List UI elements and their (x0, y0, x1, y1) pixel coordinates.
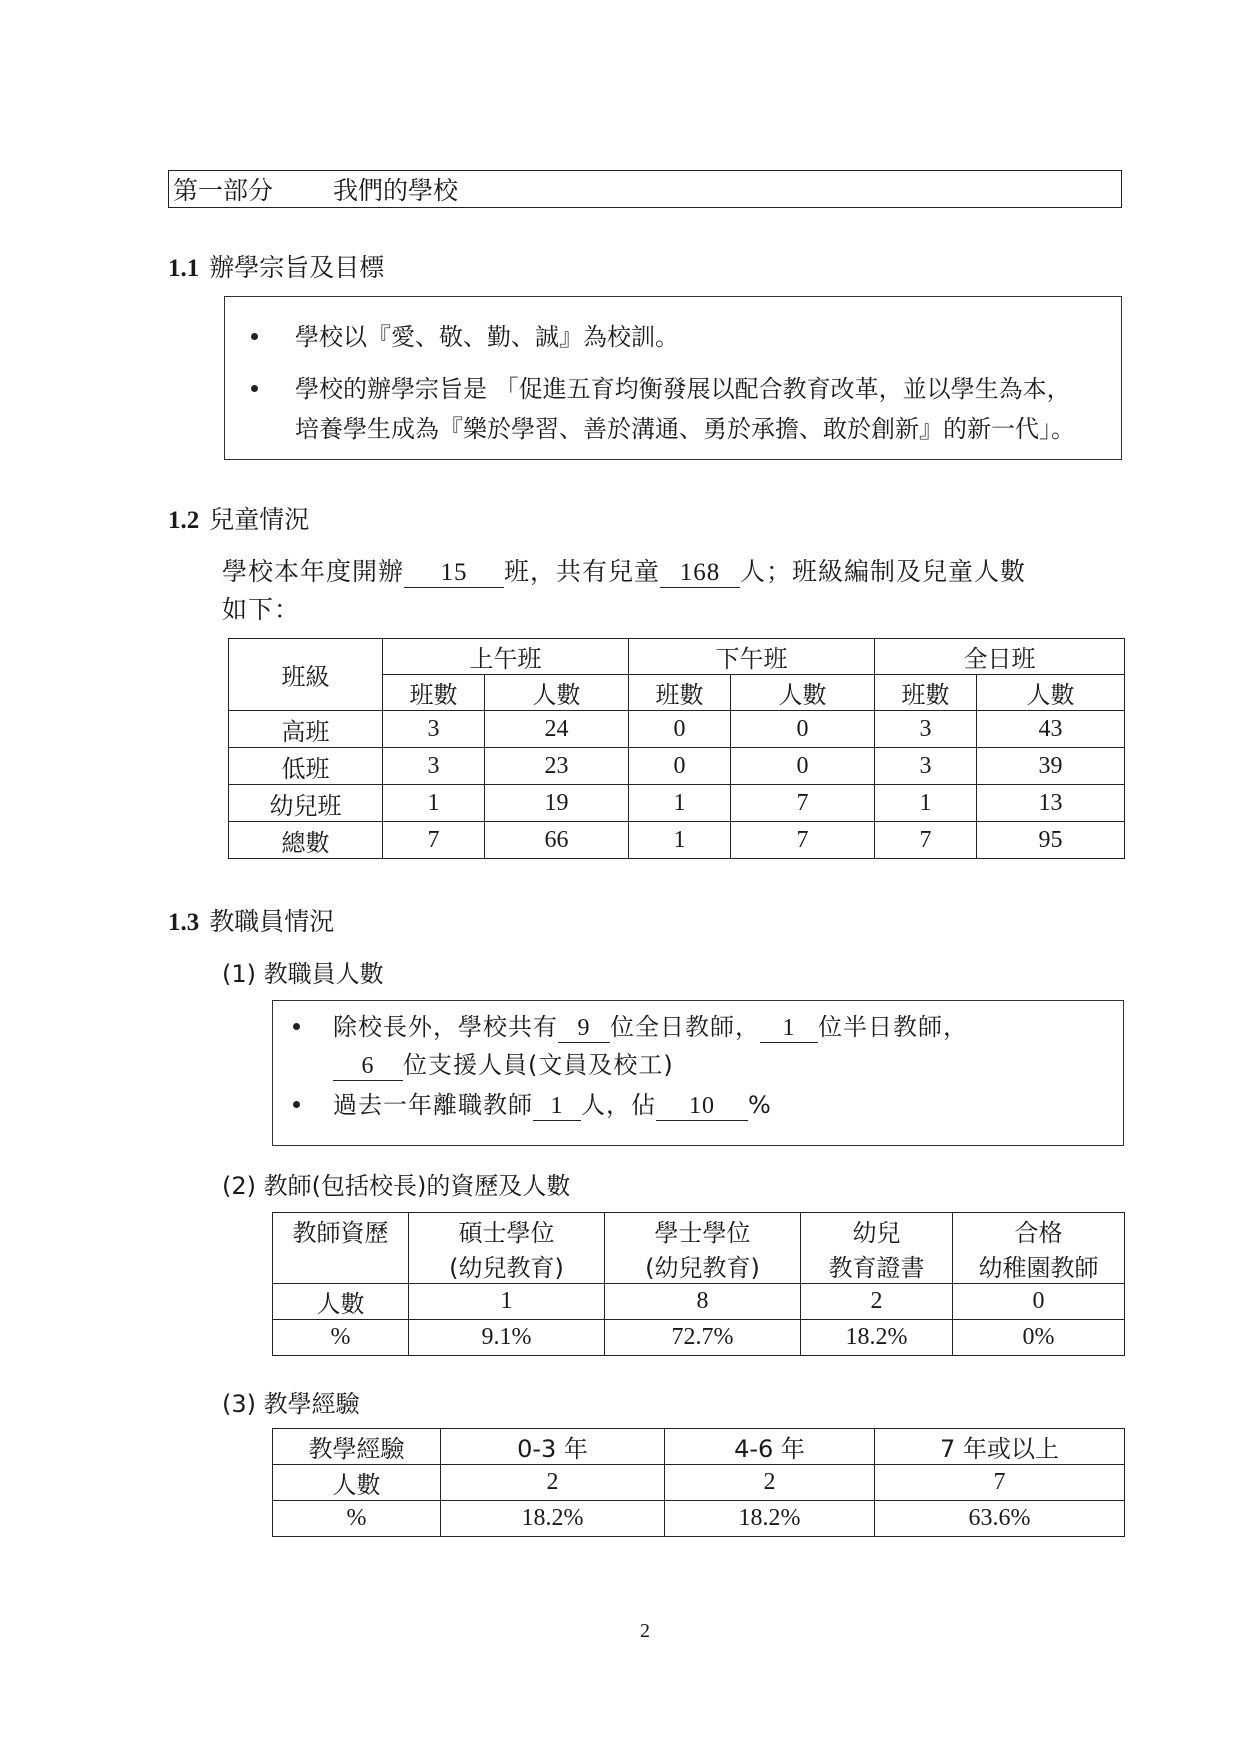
table-row: % 18.2% 18.2% 63.6% (273, 1501, 1125, 1537)
children-paragraph-line2: 如下： (222, 595, 301, 624)
subhead-staff-count: (1) 教職員人數 (222, 960, 384, 988)
col-head: 人數 (731, 675, 875, 711)
exp-head: 0-3 年 (441, 1429, 665, 1465)
table-row: 高班 3 24 0 0 3 43 (229, 711, 1125, 748)
half-teacher-count: 1 (760, 1015, 818, 1043)
left-teacher-count: 1 (533, 1093, 581, 1121)
table-row: 人數 2 2 7 (273, 1465, 1125, 1501)
bullet-motto: 學校以『愛、敬、勤、誠』為校訓。 (295, 323, 679, 351)
children-count: 168 (660, 559, 740, 588)
table-row-total: 總數 7 66 1 7 7 95 (229, 822, 1125, 859)
bullet-dot (293, 1023, 300, 1030)
table-row: 低班 3 23 0 0 3 39 (229, 748, 1125, 785)
full-teacher-count: 9 (558, 1015, 610, 1043)
table-row: 人數 1 8 2 0 (273, 1284, 1125, 1320)
qual-head: 合格 (953, 1213, 1125, 1249)
left-teacher-pct: 10 (656, 1093, 748, 1121)
qual-head-2 (273, 1248, 409, 1284)
section-title-1-2: 1.2 兒童情況 (168, 505, 310, 534)
staff-line-3: 過去一年離職教師 1 人，佔 10 % (333, 1091, 772, 1119)
children-paragraph: 學校本年度開辦 15 班，共有兒童 168 人；班級編制及兒童人數 (222, 557, 1027, 586)
col-head: 班數 (629, 675, 731, 711)
qual-head: 教師資歷 (273, 1213, 409, 1249)
group-am: 上午班 (383, 639, 629, 675)
col-head: 人數 (485, 675, 629, 711)
table-corner: 班級 (229, 639, 383, 711)
part-header (168, 170, 1122, 208)
exp-head: 4-6 年 (665, 1429, 875, 1465)
qual-head: 學士學位 (605, 1213, 801, 1249)
staff-box (272, 1000, 1124, 1146)
col-head: 人數 (977, 675, 1125, 711)
qual-head: 幼兒 (801, 1213, 953, 1249)
group-full: 全日班 (875, 639, 1125, 675)
subhead-experience: (3) 教學經驗 (222, 1390, 360, 1418)
table-row: 幼兒班 1 19 1 7 1 13 (229, 785, 1125, 822)
page-number: 2 (640, 1620, 650, 1642)
class-table (228, 638, 1125, 859)
qual-head-2: (幼兒教育) (605, 1248, 801, 1284)
classes-count: 15 (404, 559, 504, 588)
qual-head-2: 幼稚園教師 (953, 1248, 1125, 1284)
section-title-1-3: 1.3 教職員情況 (168, 907, 335, 936)
bullet-dot (293, 1101, 300, 1108)
experience-table (272, 1428, 1125, 1537)
section-title-1-1: 1.1 辦學宗旨及目標 (168, 253, 385, 282)
exp-head: 教學經驗 (273, 1429, 441, 1465)
part-title: 我們的學校 (333, 176, 459, 205)
subhead-qualifications: (2) 教師(包括校長)的資歷及人數 (222, 1172, 571, 1200)
bullet-dot (251, 333, 258, 340)
group-pm: 下午班 (629, 639, 875, 675)
exp-head: 7 年或以上 (875, 1429, 1125, 1465)
mission-box (224, 296, 1122, 460)
col-head: 班數 (875, 675, 977, 711)
qual-head-2: (幼兒教育) (409, 1248, 605, 1284)
table-row: % 9.1% 72.7% 18.2% 0% (273, 1320, 1125, 1356)
staff-line-2: 6 位支援人員(文員及校工) (333, 1045, 674, 1081)
staff-line-1: 除校長外，學校共有 9 位全日教師， 1 位半日教師， (333, 1013, 968, 1041)
part-label: 第一部分 (173, 176, 274, 205)
bullet-mission-1: 學校的辦學宗旨是 「促進五育均衡發展以配合教育改革，並以學生為本， (295, 375, 1071, 403)
bullet-dot (251, 385, 258, 392)
bullet-mission-2: 培養學生成為『樂於學習、善於溝通、勇於承擔、敢於創新』的新一代」。 (295, 415, 1075, 443)
col-head: 班數 (383, 675, 485, 711)
qualification-table (272, 1212, 1125, 1356)
qual-head: 碩士學位 (409, 1213, 605, 1249)
support-staff-count: 6 (333, 1053, 403, 1081)
qual-head-2: 教育證書 (801, 1248, 953, 1284)
